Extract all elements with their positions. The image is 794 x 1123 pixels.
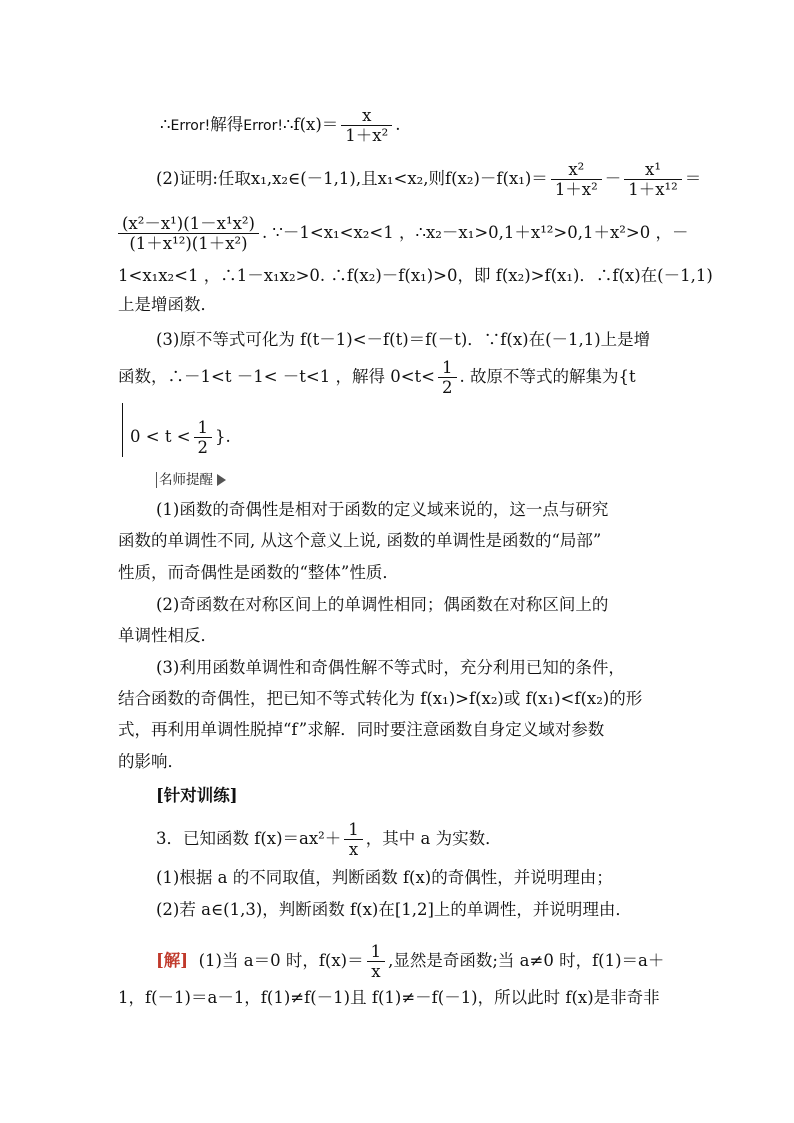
tip-p1-line-3: 性质，而奇偶性是函数的“整体”性质． — [118, 563, 399, 582]
question-3-part-2: (2)若 a∈(1,3)，判断函数 f(x)在[1,2]上的单调性，并说明理由． — [156, 900, 632, 919]
fraction: $\frac{\text{x¹}}{\text{1＋x¹²}}$ — [624, 160, 682, 199]
solution-line-2: 1，f(－1)＝a－1，f(1)≠f(－1)且 f(1)≠－f(－1)，所以此时 f(x)是非奇非 — [118, 988, 660, 1007]
fraction: $\frac{\text{x²}}{\text{1＋x²}}$ — [551, 160, 602, 199]
tip-p3-line-1: (3)利用函数单调性和奇偶性解不等式时，充分利用已知的条件， — [156, 658, 625, 677]
fraction: $\frac{1}{x}$ — [344, 820, 363, 859]
error-field-2: Error! — [243, 118, 283, 134]
proof-line-4: 上是增函数． — [118, 295, 217, 314]
fraction: $\frac{\text{(x²－x¹)(1－x¹x²)}}{\text{(1＋x¹²)(1＋x²)}}$ — [118, 214, 259, 253]
part3-line-3: 0 < t < $\frac{1}{2}$ }. — [130, 418, 231, 457]
question-3: 3．已知函数 f(x)＝ax²＋ $\frac{1}{x}$ ，其中 a 为实数． — [156, 820, 502, 859]
tip-p2-line-2: 单调性相反． — [118, 626, 217, 645]
fraction: $\frac{x}{\text{1＋x²}}$ — [341, 106, 392, 145]
tip-p3-line-3: 式，再利用单调性脱掉“f”求解．同时要注意函数自身定义域对参数 — [118, 720, 605, 739]
fraction: $\frac{1}{2}$ — [438, 358, 457, 397]
part3-line-2: 函数，∴－1<t －1< －t<1 ，解得 0<t< $\frac{1}{2}$ . 故原不等式的解集为{t — [118, 358, 636, 397]
proof-line-2: $\frac{\text{(x²－x¹)(1－x¹x²)}}{\text{(1＋x¹²)(1＋x²)}}$ . ∵－1<x₁<x₂<1 ，∴x₂－x₁>0,1＋x¹²>0,1＋x²>0 ，－ — [118, 214, 688, 253]
part3-line-1: (3)原不等式可化为 f(t－1)<－f(t)＝f(－t)．∵f(x)在(－1,1)上是增 — [156, 330, 651, 349]
error-field-1: Error! — [170, 118, 211, 134]
solution-tag: [解] — [156, 951, 189, 970]
question-3-part-1: (1)根据 a 的不同取值，判断函数 f(x)的奇偶性，并说明理由； — [156, 868, 613, 887]
tip-label: 名师提醒 — [156, 468, 226, 492]
set-builder-bar — [122, 403, 123, 457]
tip-p1-line-1: (1)函数的奇偶性是相对于函数的定义域来说的，这一点与研究 — [156, 500, 609, 519]
fraction: $\frac{1}{x}$ — [367, 942, 386, 981]
tip-p1-line-2: 函数的单调性不同, 从这个意义上说, 函数的单调性是函数的“局部” — [118, 531, 602, 550]
tip-p3-line-4: 的影响． — [118, 752, 184, 771]
fraction: $\frac{1}{2}$ — [194, 418, 213, 457]
solution-line-1: [解] (1)当 a＝0 时，f(x)＝ $\frac{1}{x}$ ,显然是奇函数;当 a≠0 时，f(1)＝a＋ — [156, 942, 665, 981]
proof-line-1: (2)证明:任取x₁,x₂∈(－1,1),且x₁<x₂,则f(x₂)－f(x₁)＝ $\frac{\text{x²}}{\text{1＋x²}}$ － $\frac{\text{x¹}}{\text{1＋x¹²}}$ ＝ — [156, 160, 702, 199]
training-title: [针对训练] — [156, 786, 238, 805]
proof-line-3: 1<x₁x₂<1 ，∴1－x₁x₂>0. ∴f(x₂)－f(x₁)>0，即 f(x₂)>f(x₁)．∴f(x)在(－1,1) — [118, 266, 713, 285]
tip-p3-line-2: 结合函数的奇偶性，把已知不等式转化为 f(x₁)>f(x₂)或 f(x₁)<f(x₂)的形 — [118, 689, 643, 708]
tip-p2-line-1: (2)奇函数在对称区间上的单调性相同；偶函数在对称区间上的 — [156, 595, 609, 614]
triangle-icon — [217, 474, 226, 486]
derivation-line-1: ∴Error!解得Error!∴f(x)＝ $\frac{x}{\text{1＋x²}}$ . — [160, 106, 401, 145]
